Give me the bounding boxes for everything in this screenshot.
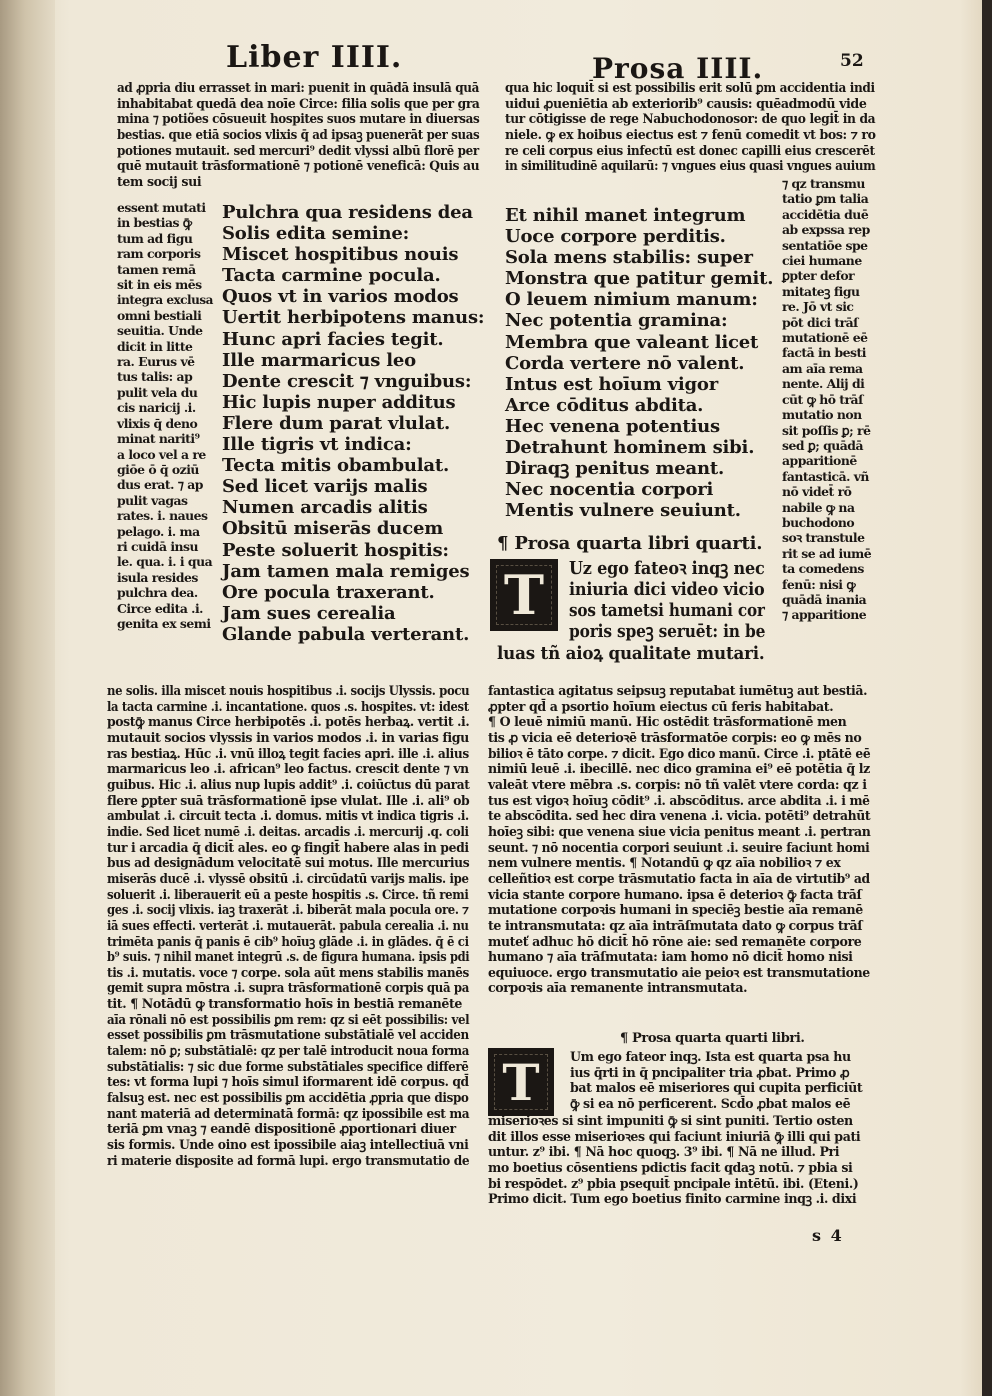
text-line: marmaricus leo .i. african⁹ leo factus. crescit dente ⁊ vn (107, 761, 469, 777)
verse-line: Hec venena potentius (505, 415, 720, 437)
prosa-heading: ¶ Prosa quarta libri quarti. (497, 533, 763, 554)
gloss-line: rit se ad iumē (782, 545, 872, 561)
text-line: muteť adhuc hō dicit̄ hō rōne aie: sed remanēte corpore (488, 933, 862, 949)
gloss-line: ta comedens (782, 561, 864, 577)
text-line: re celi corpus eius infectū est donec capilli eius crescerēt (505, 142, 875, 158)
text-line: bestias. que etiā socios vlixis q̄ ad ipsaꝫ puenerāt per suas (117, 126, 480, 142)
right-marginal-gloss (782, 176, 876, 623)
gloss-line: sit poſſis ꝑ; rē (782, 422, 871, 438)
verse-line: Flere dum parat vlulat. (222, 412, 451, 434)
verse-line: Sed licet varijs malis (222, 476, 428, 498)
gloss-line: pōt dici trāſ (782, 314, 859, 330)
verse-line: Nec nocentia corpori (505, 479, 714, 501)
right-lower-commentary (488, 683, 870, 996)
text-line: esset possibilis ꝑm trāsmutatione substātialē vel acciden (107, 1027, 469, 1043)
prosa-text-indented (569, 558, 765, 642)
gloss-line: tus talis: ap (117, 369, 193, 385)
text-line: talem: nō ꝑ; substātialē: qz per talē introducit noua forma (107, 1043, 469, 1059)
text-line: mina ⁊ potiões cōsueuit hospites suos mutare in diuersas (117, 111, 480, 127)
left-verse-block (222, 202, 492, 645)
text-line: miserioꝛes si sint impuniti ꝙ̄ si sint puniti. Tertio osten (488, 1113, 853, 1128)
gloss-line: giōe ō q̄ oziū (117, 461, 199, 477)
gloss-line: a loco vel a re (117, 446, 206, 462)
gloss-line: rates. i. naues (117, 508, 208, 524)
gloss-line: ab expssa rep (782, 222, 870, 238)
verse-line: Detrahunt hominem sibi. (505, 437, 755, 459)
text-line: guibus. Hic .i. alius nup lupis addit⁹ .i. coiūctus dū parat (107, 776, 470, 792)
text-line: mutatione corpoꝛis humani in speciēꝫ bestie aīa remanē (488, 902, 863, 918)
verse-line: Hic lupis nuper additus (222, 391, 456, 413)
gloss-line: sed ꝑ; quādā (782, 437, 863, 453)
verse-line: Ore pocula traxerant. (222, 581, 435, 603)
text-line: iā sues effecti. verterāt .i. mutauerāt. pabula cerealia .i. nu (107, 917, 469, 933)
text-line: potiones mutauit. sed mercuri⁹ dedit vlyssi albū florē per (117, 142, 479, 158)
text-line: flere ꝑpter suā trāsformationē ipse vlulat. Ille .i. ali⁹ ob (107, 792, 470, 808)
gloss-line: mitateꝫ figu (782, 283, 860, 299)
text-line: mo boetius cōsentiens pdictis facit qdaꝫ notū. ⁊ pbia si (488, 1159, 853, 1175)
gloss-line: mutatio non (782, 407, 862, 423)
verse-line: Quos vt in varios modos (222, 286, 459, 308)
text-line: ne solis. illa miscet nouis hospitibus .i. socijs Ulyssis. pocu (107, 683, 470, 698)
right-verse-block (505, 205, 773, 521)
text-line: tus est vigoꝛ hoīuꝫ cōdit⁹ .i. abscōditus. arce abdita .i. i mē (488, 792, 870, 808)
text-line: ad ꝓpria diu errasset in mari: puenit in quādā insulā quā (117, 80, 480, 95)
text-line: humano ⁊ aīa trāſmutata: iam homo nō dicit̄ homo nisi (488, 949, 853, 965)
gloss-line: pulit vagas (117, 492, 188, 508)
verse-line: Diraqꝫ penitus meant. (505, 458, 725, 480)
right-running-title: Prosa IIII. (592, 52, 764, 85)
gloss-line: buchodono (782, 514, 855, 530)
text-line: substātialis: ⁊ sic due forme substātiales specifice differē (107, 1058, 469, 1074)
verse-line: Tecta mitis obambulat. (222, 455, 450, 477)
verse-line: Ille marmaricus leo (222, 349, 416, 371)
text-line: aīa rōnali nō est possibilis ꝑm rem: qz si eēt possibilis: vel (107, 1011, 470, 1027)
gloss-line: le. qua. i. i qua (117, 554, 213, 570)
text-line: quē mutauit trāsformationē ⁊ potionē veneficā: Quis au (117, 158, 480, 174)
text-line: sis formis. Unde oino est ipossibile aiaꝫ intellectiuā vni (107, 1137, 469, 1153)
verse-line: Membra que valeant licet (505, 331, 759, 353)
right-top-commentary (505, 80, 875, 174)
text-line: inhabitabat quedā dea noīe Circe: filia solis que per gra (117, 95, 480, 111)
left-lower-commentary (107, 683, 469, 1168)
gloss-line: re. Jō vt sic (782, 299, 854, 315)
verse-line: Pulchra qua residens dea (222, 202, 473, 223)
text-line: in similitudinē aquilarū: ⁊ vngues eius quasi vngues auium (505, 158, 876, 174)
text-line: teriā ꝑm vnaꝫ ⁊ eandē dispositionē ꝓportionari diuer (107, 1121, 456, 1137)
text-line: tur cōtigisse de rege Nabuchodonosor: de quo legit̄ in da (505, 111, 876, 127)
text-line: hoīeꝫ sibi: que venena siue vicia penitus meant .i. pertran (488, 823, 871, 839)
text-line: bus ad designādum velocitatē sui motus. Ille mercurius (107, 855, 470, 871)
verse-line: Hunc apri facies tegit. (222, 328, 444, 350)
gloss-line: Circe edita .i. (117, 600, 203, 616)
text-line: ges .i. socij vlixis. iaꝫ traxerāt .i. biberāt mala pocula ore. ⁊ (107, 902, 469, 918)
verse-line: Jam sues cerealia (222, 602, 396, 624)
text-line: nem vulnere mentis. ¶ Notandū ꝙ qz aīa nobilioꝛ ⁊ ex (488, 855, 841, 871)
gloss-line: tatio ꝑm talia (782, 191, 869, 207)
gloss-line: cūt ꝙ hō trāſ (782, 391, 863, 407)
gloss-line: in bestias ꝙ̄ (117, 215, 192, 231)
text-line: b⁹ suis. ⁊ nihil manet integrū .s. de figura humana. ipsis pdi (107, 949, 470, 965)
text-line: uidui ꝓueniētia ab exteriorib⁹ causis: quēadmodū vide (505, 95, 867, 111)
left-running-title: Liber IIII. (226, 40, 403, 75)
verse-line: Peste soluerit hospitis: (222, 539, 449, 561)
text-line: bi respōdet. z⁹ pbia psequit̄ pncipale intētū. ibi. (Eteni.) (488, 1175, 859, 1191)
text-line: soluerit .i. liberauerit eū a peste hospitis .s. Circe. tñ remi (107, 886, 469, 902)
text-line: nant materiā ad determinatā formā: qz ipossibile est ma (107, 1105, 470, 1121)
gloss-prosa-tail (488, 1113, 870, 1207)
gloss-line: soꝛ transtule (782, 530, 865, 546)
gloss-line: nō videt̄ rō (782, 484, 852, 500)
verse-line: Corda vertere nō valent. (505, 352, 745, 374)
verse-line: Arce cōditus abdita. (505, 394, 704, 416)
gloss-line: sentatiōe spe (782, 237, 868, 253)
text-line: qua hic loquit̄ si est possibilis erit solū ꝑm accidentia indi (505, 80, 875, 95)
text-line: te abscōdita. sed hec dira venena .i. vicia. potēti⁹ detrahūt (488, 808, 871, 824)
gloss-line: pelago. i. ma (117, 523, 200, 539)
text-line: ꝙ̄ si ea nō perficerent. Scd̄o ꝓbat malos eē (570, 1095, 851, 1111)
verse-line: Obsitū miserās ducem (222, 518, 444, 540)
text-line: tem socij sui (117, 173, 202, 189)
gloss-line: essent mutati (117, 200, 206, 215)
gloss-line: nabile ꝙ na (782, 499, 855, 515)
text-line: bilioꝛ ē tāto corpe. ⁊ dicit. Ego dico manū. Circe .i. ptātē eē (488, 745, 871, 761)
initial-letter: T (502, 1052, 540, 1112)
text-line: indie. Sed licet numē .i. deitas. arcadis .i. mercurij .q. coli (107, 823, 469, 839)
gloss-prosa-indented (570, 1049, 870, 1112)
gloss-line: dus erat. ⁊ ap (117, 477, 203, 493)
verse-line: Et nihil manet integrum (505, 205, 746, 226)
text-line: bat malos eē miseriores qui cupita perficiūt (570, 1080, 863, 1096)
gloss-line: cis naricij .i. (117, 400, 196, 416)
verse-line: Jam tamen mala remiges (222, 560, 470, 582)
gloss-line: seuitia. Unde (117, 323, 203, 339)
text-line: fantastica agitatus seipsuꝫ reputabat iumētuꝫ aut bestiā. (488, 683, 868, 698)
page-gutter (0, 0, 55, 1396)
text-line: tur i arcadia q̄ dicit̄ ales. eo ꝙ fingit̄ habere alas in pedi (107, 839, 469, 855)
text-line: nimiū leuē .i. ibecillē. nec dico gramina ei⁹ eē potētia q̄ lz (488, 761, 870, 777)
prosa-line-last: luas tñ aioꝝ qualitate mutari. (497, 643, 765, 664)
text-line: valeāt vtere mēbra .s. corpis: nō tñ valēt vtere corda: qz i (488, 776, 867, 792)
text-line: tis .i. mutatis. voce ⁊ corpe. sola aūt mens stabilis manēs (107, 964, 469, 980)
gloss-line: am aīa rema (782, 360, 863, 376)
verse-line: Intus est hoīum vigor (505, 373, 718, 395)
gloss-line: nente. Alij di (782, 376, 865, 392)
verse-line: O leuem nimium manum: (505, 289, 758, 311)
signature-mark: s 4 (812, 1226, 844, 1245)
text-line: falsuꝫ est. nec est possibilis ꝑm accidētia ꝓpria que dispo (107, 1090, 469, 1106)
verse-line: Miscet hospitibus nouis (222, 244, 459, 266)
gloss-line: fenū: nisi ꝙ (782, 576, 856, 592)
gloss-line: isula resides (117, 569, 198, 585)
gloss-line: ⁊ apparitione (782, 607, 867, 623)
prosa-line: poris speꝫ seruēt: in be (569, 621, 766, 643)
left-marginal-gloss (117, 200, 213, 631)
text-line: postꝙ̄ manus Circe herbipotēs .i. potēs herbaꝝ. vertit .i. (107, 714, 470, 730)
gloss-line: dicit in litte (117, 338, 193, 354)
text-line: corpoꝛis aīa remanente intransmutata. (488, 980, 748, 996)
gloss-line: tum ad figu (117, 230, 193, 246)
text-line: Primo dicit. Tum ego boetius finito carmine inqꝫ .i. dixi (488, 1191, 857, 1207)
prosa-line: iniuria dici video vicio (569, 579, 765, 601)
verse-line: Mentis vulnere seuiunt. (505, 500, 741, 522)
text-line: vicia stante corpore humano. ipsa ē deterioꝛ ꝙ̄ facta trāſ (488, 886, 862, 902)
text-line: mutauit socios vlyssis in varios modos .i. in varias figu (107, 729, 469, 745)
text-line: dit illos esse miserioꝛes qui faciunt iniuriā ꝙ̄ illi qui pati (488, 1128, 861, 1144)
decorated-initial-T-small (488, 1048, 554, 1116)
text-line: te intransmutata: qz aīa intrāſmutata dato ꝙ corpus trāſ (488, 917, 863, 933)
gloss-line: fantasticā. vñ (782, 468, 869, 484)
text-line: la tacta carmine .i. incantatione. quos .s. hospites. vt: idest (107, 698, 469, 714)
verse-line: Monstra que patitur gemit. (505, 268, 774, 290)
gloss-line: ciei humane (782, 253, 862, 269)
gloss-line: tamen remā (117, 261, 196, 277)
text-line: ras bestiaꝝ. Hūc .i. vnū illoꝝ tegit facies apri. ille .i. alius (107, 745, 469, 761)
gloss-line: ri cuidā insu (117, 538, 199, 554)
text-line: ambulat .i. circuit tecta .i. domus. mitis vt indica tigris .i. (107, 808, 469, 824)
text-line: equiuoce. ergo transmutatio aie peioꝛ est transmutatione (488, 964, 870, 980)
gloss-line: accidētia duē (782, 206, 869, 222)
gloss-line: ra. Eurus vē (117, 354, 195, 370)
verse-line: Uertit herbipotens manus: (222, 307, 485, 329)
gloss-line: ram corporis (117, 246, 201, 262)
verse-line: Nec potentia gramina: (505, 310, 728, 332)
initial-letter: T (503, 563, 545, 627)
text-line: niele. ꝙ ex hoibus eiectus est ⁊ fenū comedit vt bos: ⁊ ro (505, 126, 876, 142)
text-line: Um ego fateor inqꝫ. Ista est quarta psa hu (570, 1049, 851, 1064)
text-line: miserās ducē .i. vlyssē obsitū .i. circūdatū varijs malis. ipe (107, 870, 469, 886)
verse-line: Ille tigris vt indica: (222, 434, 412, 456)
gloss-line: pulchra dea. (117, 585, 198, 601)
gloss-line: ⁊ qz transmu (782, 176, 865, 191)
gloss-line: quādā inania (782, 591, 867, 607)
verse-line: Dente crescit ⁊ vnguibus: (222, 370, 472, 392)
page-edge (982, 0, 992, 1396)
verse-line: Numen arcadis alitis (222, 497, 428, 519)
text-line: celleñtioꝛ est corpe trāsmutatio facta in aīa de virtutib⁹ ad (488, 870, 870, 886)
text-line: tes: vt forma lupi ⁊ hoīs simul iformarent idē corpus. qd̄ (107, 1074, 469, 1090)
left-top-commentary (117, 80, 479, 190)
gloss-line: minat nariti⁹ (117, 431, 200, 447)
text-line: ¶ O leuē nimiū manū. Hic ostēdit trāsformationē men (488, 714, 847, 730)
gloss-line: factā in besti (782, 345, 866, 361)
text-line: tit. ¶ Notādū ꝙ transformatio hoīs in bestiā remanēte (107, 996, 462, 1012)
verse-line: Solis edita semine: (222, 223, 410, 245)
gloss-prosa-heading: ¶ Prosa quarta quarti libri. (620, 1031, 805, 1046)
gloss-line: pulit vela du (117, 384, 198, 400)
text-line: tis ꝓ vicia eē deterioꝛē trāsformatōe corpis: eo ꝙ mēs no (488, 729, 862, 745)
prosa-line: sos tametsi humani cor (569, 600, 765, 622)
verse-line: Tacta carmine pocula. (222, 265, 441, 287)
text-line: ꝓpter qd̄ a psortio hoīum eiectus cū feris habitabat. (488, 698, 834, 714)
decorated-initial-T (490, 559, 558, 631)
text-line: untur. z⁹ ibi. ¶ Nā hoc quoqꝫ. 3⁹ ibi. ¶ Nā ne illud. Pri (488, 1144, 840, 1160)
folio-number: 52 (840, 51, 864, 71)
prosa-line: Uz ego fateoꝛ inqꝫ nec (569, 558, 765, 579)
verse-line: Uoce corpore perditis. (505, 226, 726, 248)
gloss-line: omni bestiali (117, 307, 202, 323)
text-line: gemit supra mōstra .i. supra trāsformationē corpis quā pa (107, 980, 469, 996)
text-line: trimēta panis q̄ panis ē cib⁹ hoīuꝫ glāde .i. in glādes. q̄ ē ci (107, 933, 469, 949)
gloss-line: genita ex semi (117, 615, 211, 631)
gloss-line: sit in eis mēs (117, 277, 202, 293)
verse-line: Sola mens stabilis: super (505, 247, 753, 269)
text-line: ius q̄rti in q̄ pncipaliter tria ꝓbat. Primo ꝓ (570, 1064, 850, 1080)
text-line: seunt. ⁊ nō nocentia corpori seuiunt .i. seuire faciunt homi (488, 839, 870, 855)
gloss-line: vlixis q̄ deno (117, 415, 198, 431)
verse-line: Glande pabula verterant. (222, 623, 470, 645)
text-line: ri materie disposite ad formā lupi. ergo transmutatio de (107, 1152, 470, 1168)
gloss-line: apparitionē (782, 453, 857, 469)
gloss-line: mutationē eē (782, 330, 868, 346)
gloss-line: integra exclusa (117, 292, 213, 308)
gloss-line: ꝑpter defor (782, 268, 855, 284)
